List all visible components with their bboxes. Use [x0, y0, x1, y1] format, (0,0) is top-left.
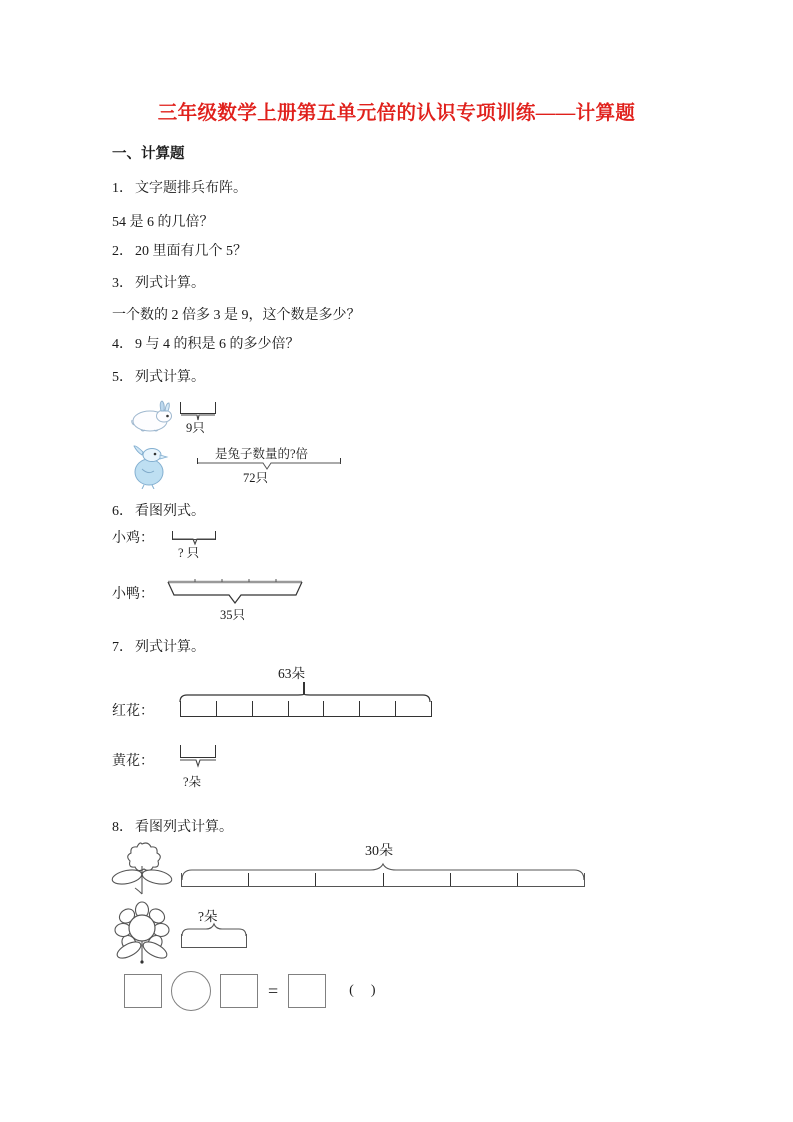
question-1 — [112, 177, 247, 197]
question-3-sub: 一个数的 2 倍多 3 是 9，这个数是多少？ — [112, 308, 361, 323]
question-2-text: 20 里面有几个 5？ — [135, 244, 247, 259]
duck-segmented-bar — [166, 578, 306, 610]
question-6-text: 看图列式。 — [135, 504, 205, 519]
yellow-flower-row-label: 黄花： — [112, 754, 154, 769]
section-heading: 一、计算题 — [112, 146, 185, 162]
bottom-flower-bar — [181, 934, 247, 948]
question-8 — [112, 816, 233, 836]
red-flower-count-label: 63朵 — [278, 666, 305, 681]
yellow-flower-brace — [178, 758, 220, 770]
duck-count-label: 72只 — [243, 471, 269, 485]
question-8-number: 8． — [112, 820, 133, 835]
question-1-text: 文字题排兵布阵。 — [135, 181, 247, 196]
question-2-number: 2． — [112, 244, 133, 259]
question-4 — [112, 333, 300, 353]
question-1-number: 1． — [112, 181, 133, 196]
top-flower-count-label: 30朵 — [365, 844, 393, 859]
question-2 — [112, 240, 247, 260]
bottom-flower-count-label: ?朵 — [198, 909, 218, 924]
yellow-flower-count-label: ?朵 — [183, 775, 202, 789]
red-flower-bar — [180, 701, 432, 717]
question-3 — [112, 272, 205, 292]
rabbit-icon — [128, 399, 174, 433]
question-6 — [112, 500, 205, 520]
red-flower-row-label: 红花： — [112, 704, 154, 719]
chicken-brace — [172, 538, 218, 547]
duck-caption-label: 是兔子数量的?倍 — [215, 447, 309, 461]
rabbit-brace — [180, 414, 216, 422]
question-5-text: 列式计算。 — [135, 370, 205, 385]
flower-outline-icon — [110, 840, 174, 896]
daisy-flower-icon — [110, 900, 174, 964]
top-flower-bar — [181, 873, 585, 887]
red-flower-top-brace — [178, 682, 434, 716]
question-8-text: 看图列式计算。 — [135, 820, 233, 835]
bottom-flower-brace — [180, 922, 250, 942]
chicken-row-label: 小鸡： — [112, 531, 154, 546]
unit-parentheses[interactable] — [349, 983, 392, 999]
question-1-sub: 54 是 6 的几倍？ — [112, 215, 214, 230]
paren-close: ) — [370, 983, 393, 998]
answer-box-3[interactable] — [288, 974, 326, 1008]
question-3-number: 3． — [112, 276, 133, 291]
duck-bracket-ends — [197, 458, 341, 464]
duck-count-value: 35只 — [220, 608, 246, 622]
answer-expression-row[interactable] — [124, 971, 393, 1011]
rabbit-count-label: 9只 — [186, 421, 205, 435]
question-5 — [112, 366, 205, 386]
operator-circle[interactable] — [171, 971, 211, 1011]
question-4-number: 4． — [112, 337, 133, 352]
duck-row-label: 小鸭： — [112, 587, 154, 602]
answer-box-2[interactable] — [220, 974, 258, 1008]
top-flower-brace — [180, 858, 588, 888]
chicken-bracket — [172, 531, 216, 540]
question-4-text: 9 与 4 的积是 6 的多少倍？ — [135, 337, 300, 352]
duck-icon — [128, 441, 174, 489]
duck-brace — [197, 461, 343, 473]
page-title: 三年级数学上册第五单元倍的认识专项训练——计算题 — [157, 103, 636, 124]
question-5-number: 5． — [112, 370, 133, 385]
equals-sign: = — [268, 980, 279, 1001]
rabbit-bracket — [180, 402, 216, 414]
question-3-text: 列式计算。 — [135, 276, 205, 291]
yellow-flower-bracket — [180, 745, 216, 758]
question-6-number: 6． — [112, 504, 133, 519]
question-7 — [112, 636, 205, 656]
paren-open: ( — [349, 983, 371, 998]
answer-box-1[interactable] — [124, 974, 162, 1008]
question-7-text: 列式计算。 — [135, 640, 205, 655]
chicken-count-label: ? 只 — [178, 546, 200, 560]
question-7-number: 7． — [112, 640, 133, 655]
